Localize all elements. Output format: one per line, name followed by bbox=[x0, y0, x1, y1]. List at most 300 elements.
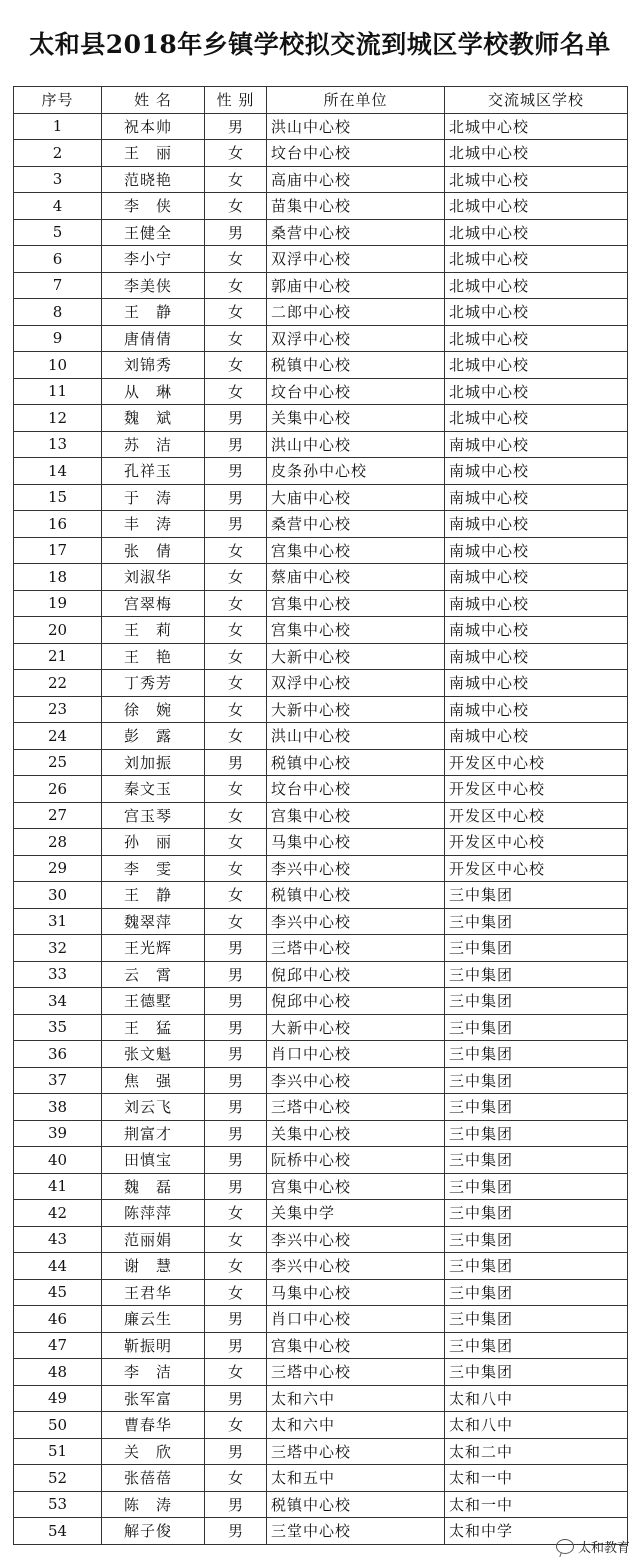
cell-target-school: 南城中心校 bbox=[445, 537, 628, 564]
cell-current-school: 李兴中心校 bbox=[267, 1253, 445, 1280]
cell-gender: 女 bbox=[205, 1279, 267, 1306]
table-row bbox=[14, 537, 628, 564]
cell-seq: 50 bbox=[14, 1412, 102, 1439]
cell-target-school: 南城中心校 bbox=[445, 696, 628, 723]
table-row bbox=[14, 564, 628, 591]
table-row bbox=[14, 829, 628, 856]
cell-gender: 男 bbox=[205, 749, 267, 776]
cell-seq: 46 bbox=[14, 1306, 102, 1333]
table-row bbox=[14, 749, 628, 776]
table-row bbox=[14, 1120, 628, 1147]
cell-gender: 男 bbox=[205, 1518, 267, 1545]
table-row bbox=[14, 1438, 628, 1465]
cell-current-school: 肖口中心校 bbox=[267, 1041, 445, 1068]
table-row bbox=[14, 1041, 628, 1068]
cell-gender: 女 bbox=[205, 378, 267, 405]
cell-name: 魏 斌 bbox=[102, 405, 205, 432]
cell-gender: 女 bbox=[205, 723, 267, 750]
cell-target-school: 南城中心校 bbox=[445, 670, 628, 697]
cell-current-school: 宫集中心校 bbox=[267, 1332, 445, 1359]
cell-current-school: 洪山中心校 bbox=[267, 113, 445, 140]
table-row bbox=[14, 299, 628, 326]
cell-target-school: 三中集团 bbox=[445, 1094, 628, 1121]
cell-name: 王 静 bbox=[102, 882, 205, 909]
cell-seq: 10 bbox=[14, 352, 102, 379]
cell-name: 李 洁 bbox=[102, 1359, 205, 1386]
table-row bbox=[14, 776, 628, 803]
table-row bbox=[14, 1385, 628, 1412]
cell-name: 苏 洁 bbox=[102, 431, 205, 458]
cell-seq: 23 bbox=[14, 696, 102, 723]
table-row bbox=[14, 1306, 628, 1333]
cell-seq: 6 bbox=[14, 246, 102, 273]
cell-name: 云 霄 bbox=[102, 961, 205, 988]
page-title: 太和县2018年乡镇学校拟交流到城区学校教师名单 bbox=[29, 30, 611, 59]
table-row bbox=[14, 378, 628, 405]
cell-seq: 53 bbox=[14, 1491, 102, 1518]
cell-target-school: 南城中心校 bbox=[445, 484, 628, 511]
cell-seq: 12 bbox=[14, 405, 102, 432]
cell-current-school: 倪邱中心校 bbox=[267, 961, 445, 988]
cell-gender: 男 bbox=[205, 1067, 267, 1094]
cell-name: 王君华 bbox=[102, 1279, 205, 1306]
cell-gender: 女 bbox=[205, 1465, 267, 1492]
cell-gender: 男 bbox=[205, 1491, 267, 1518]
table-row bbox=[14, 140, 628, 167]
table-row bbox=[14, 961, 628, 988]
cell-gender: 女 bbox=[205, 325, 267, 352]
table-row bbox=[14, 617, 628, 644]
cell-seq: 41 bbox=[14, 1173, 102, 1200]
cell-current-school: 阮桥中心校 bbox=[267, 1147, 445, 1174]
cell-name: 王 丽 bbox=[102, 140, 205, 167]
cell-gender: 女 bbox=[205, 643, 267, 670]
cell-gender: 女 bbox=[205, 776, 267, 803]
cell-name: 张文魁 bbox=[102, 1041, 205, 1068]
table-row bbox=[14, 935, 628, 962]
cell-seq: 43 bbox=[14, 1226, 102, 1253]
cell-current-school: 关集中学 bbox=[267, 1200, 445, 1227]
cell-seq: 24 bbox=[14, 723, 102, 750]
cell-gender: 女 bbox=[205, 670, 267, 697]
cell-seq: 38 bbox=[14, 1094, 102, 1121]
table-row bbox=[14, 723, 628, 750]
cell-current-school: 双浮中心校 bbox=[267, 670, 445, 697]
cell-seq: 16 bbox=[14, 511, 102, 538]
cell-seq: 20 bbox=[14, 617, 102, 644]
header-current-school: 所在单位 bbox=[267, 87, 445, 114]
table-row bbox=[14, 882, 628, 909]
cell-seq: 30 bbox=[14, 882, 102, 909]
table-row bbox=[14, 1173, 628, 1200]
cell-gender: 女 bbox=[205, 193, 267, 220]
cell-gender: 男 bbox=[205, 988, 267, 1015]
cell-target-school: 北城中心校 bbox=[445, 299, 628, 326]
cell-seq: 48 bbox=[14, 1359, 102, 1386]
cell-gender: 男 bbox=[205, 113, 267, 140]
cell-name: 于 涛 bbox=[102, 484, 205, 511]
cell-current-school: 肖口中心校 bbox=[267, 1306, 445, 1333]
table-row bbox=[14, 1518, 628, 1545]
cell-name: 王德墅 bbox=[102, 988, 205, 1015]
cell-gender: 男 bbox=[205, 219, 267, 246]
wechat-watermark bbox=[556, 1537, 630, 1556]
cell-target-school: 三中集团 bbox=[445, 1014, 628, 1041]
cell-target-school: 南城中心校 bbox=[445, 511, 628, 538]
cell-target-school: 北城中心校 bbox=[445, 193, 628, 220]
cell-name: 彭 露 bbox=[102, 723, 205, 750]
table-row bbox=[14, 802, 628, 829]
cell-current-school: 洪山中心校 bbox=[267, 723, 445, 750]
cell-seq: 40 bbox=[14, 1147, 102, 1174]
cell-name: 刘淑华 bbox=[102, 564, 205, 591]
cell-name: 刘锦秀 bbox=[102, 352, 205, 379]
cell-current-school: 税镇中心校 bbox=[267, 1491, 445, 1518]
table-row bbox=[14, 988, 628, 1015]
cell-gender: 男 bbox=[205, 1173, 267, 1200]
cell-target-school: 三中集团 bbox=[445, 1359, 628, 1386]
cell-name: 魏 磊 bbox=[102, 1173, 205, 1200]
cell-current-school: 宫集中心校 bbox=[267, 537, 445, 564]
table-row bbox=[14, 1200, 628, 1227]
cell-current-school: 太和六中 bbox=[267, 1385, 445, 1412]
cell-target-school: 南城中心校 bbox=[445, 723, 628, 750]
header-target-school: 交流城区学校 bbox=[445, 87, 628, 114]
cell-seq: 37 bbox=[14, 1067, 102, 1094]
cell-seq: 33 bbox=[14, 961, 102, 988]
cell-current-school: 李兴中心校 bbox=[267, 1067, 445, 1094]
cell-gender: 女 bbox=[205, 908, 267, 935]
cell-target-school: 三中集团 bbox=[445, 1226, 628, 1253]
cell-seq: 3 bbox=[14, 166, 102, 193]
cell-current-school: 三塔中心校 bbox=[267, 1094, 445, 1121]
cell-name: 曹春华 bbox=[102, 1412, 205, 1439]
cell-seq: 4 bbox=[14, 193, 102, 220]
table-row bbox=[14, 166, 628, 193]
cell-name: 张蓓蓓 bbox=[102, 1465, 205, 1492]
table-row bbox=[14, 1014, 628, 1041]
table-row bbox=[14, 219, 628, 246]
header-name: 姓 名 bbox=[102, 87, 205, 114]
cell-gender: 女 bbox=[205, 1359, 267, 1386]
cell-name: 荆富才 bbox=[102, 1120, 205, 1147]
cell-target-school: 三中集团 bbox=[445, 1120, 628, 1147]
cell-seq: 32 bbox=[14, 935, 102, 962]
cell-name: 范晓艳 bbox=[102, 166, 205, 193]
cell-name: 陈萍萍 bbox=[102, 1200, 205, 1227]
cell-gender: 男 bbox=[205, 1014, 267, 1041]
cell-current-school: 三塔中心校 bbox=[267, 1359, 445, 1386]
cell-gender: 女 bbox=[205, 1253, 267, 1280]
cell-target-school: 三中集团 bbox=[445, 1279, 628, 1306]
table-row bbox=[14, 1279, 628, 1306]
cell-target-school: 太和二中 bbox=[445, 1438, 628, 1465]
table-row bbox=[14, 908, 628, 935]
cell-current-school: 倪邱中心校 bbox=[267, 988, 445, 1015]
cell-current-school: 太和六中 bbox=[267, 1412, 445, 1439]
cell-gender: 女 bbox=[205, 299, 267, 326]
cell-name: 陈 涛 bbox=[102, 1491, 205, 1518]
cell-seq: 22 bbox=[14, 670, 102, 697]
cell-target-school: 三中集团 bbox=[445, 1253, 628, 1280]
cell-gender: 男 bbox=[205, 458, 267, 485]
cell-target-school: 南城中心校 bbox=[445, 590, 628, 617]
cell-name: 田慎宝 bbox=[102, 1147, 205, 1174]
cell-gender: 女 bbox=[205, 564, 267, 591]
cell-seq: 19 bbox=[14, 590, 102, 617]
cell-gender: 女 bbox=[205, 272, 267, 299]
cell-target-school: 三中集团 bbox=[445, 935, 628, 962]
cell-seq: 31 bbox=[14, 908, 102, 935]
cell-current-school: 坟台中心校 bbox=[267, 776, 445, 803]
cell-gender: 男 bbox=[205, 405, 267, 432]
cell-current-school: 洪山中心校 bbox=[267, 431, 445, 458]
cell-current-school: 马集中心校 bbox=[267, 1279, 445, 1306]
cell-target-school: 北城中心校 bbox=[445, 140, 628, 167]
cell-name: 祝本帅 bbox=[102, 113, 205, 140]
header-seq: 序号 bbox=[14, 87, 102, 114]
cell-current-school: 税镇中心校 bbox=[267, 882, 445, 909]
cell-name: 魏翠萍 bbox=[102, 908, 205, 935]
cell-seq: 21 bbox=[14, 643, 102, 670]
cell-gender: 男 bbox=[205, 961, 267, 988]
cell-seq: 9 bbox=[14, 325, 102, 352]
cell-current-school: 大新中心校 bbox=[267, 696, 445, 723]
cell-current-school: 三塔中心校 bbox=[267, 1438, 445, 1465]
cell-current-school: 蔡庙中心校 bbox=[267, 564, 445, 591]
cell-name: 王 艳 bbox=[102, 643, 205, 670]
cell-target-school: 北城中心校 bbox=[445, 272, 628, 299]
cell-current-school: 桑营中心校 bbox=[267, 219, 445, 246]
cell-name: 解子俊 bbox=[102, 1518, 205, 1545]
cell-current-school: 宫集中心校 bbox=[267, 802, 445, 829]
cell-current-school: 宫集中心校 bbox=[267, 617, 445, 644]
cell-target-school: 太和八中 bbox=[445, 1385, 628, 1412]
cell-current-school: 坟台中心校 bbox=[267, 140, 445, 167]
cell-gender: 女 bbox=[205, 352, 267, 379]
cell-name: 李 雯 bbox=[102, 855, 205, 882]
cell-target-school: 北城中心校 bbox=[445, 378, 628, 405]
header-gender: 性 别 bbox=[205, 87, 267, 114]
cell-name: 刘云飞 bbox=[102, 1094, 205, 1121]
cell-name: 王光辉 bbox=[102, 935, 205, 962]
cell-seq: 1 bbox=[14, 113, 102, 140]
cell-name: 唐倩倩 bbox=[102, 325, 205, 352]
cell-target-school: 三中集团 bbox=[445, 1200, 628, 1227]
table-row bbox=[14, 1359, 628, 1386]
cell-seq: 18 bbox=[14, 564, 102, 591]
cell-gender: 男 bbox=[205, 1147, 267, 1174]
cell-seq: 26 bbox=[14, 776, 102, 803]
cell-name: 张 倩 bbox=[102, 537, 205, 564]
table-row bbox=[14, 458, 628, 485]
cell-name: 孙 丽 bbox=[102, 829, 205, 856]
cell-seq: 11 bbox=[14, 378, 102, 405]
cell-gender: 女 bbox=[205, 696, 267, 723]
cell-target-school: 开发区中心校 bbox=[445, 802, 628, 829]
cell-seq: 54 bbox=[14, 1518, 102, 1545]
cell-seq: 47 bbox=[14, 1332, 102, 1359]
cell-target-school: 北城中心校 bbox=[445, 405, 628, 432]
cell-gender: 男 bbox=[205, 1438, 267, 1465]
cell-target-school: 南城中心校 bbox=[445, 617, 628, 644]
teacher-list-table bbox=[13, 86, 628, 1545]
cell-gender: 男 bbox=[205, 1094, 267, 1121]
table-row bbox=[14, 1491, 628, 1518]
table-row bbox=[14, 193, 628, 220]
cell-seq: 5 bbox=[14, 219, 102, 246]
cell-current-school: 高庙中心校 bbox=[267, 166, 445, 193]
cell-seq: 17 bbox=[14, 537, 102, 564]
cell-target-school: 北城中心校 bbox=[445, 113, 628, 140]
table-row bbox=[14, 643, 628, 670]
table-header-row bbox=[14, 87, 628, 114]
cell-target-school: 太和一中 bbox=[445, 1491, 628, 1518]
cell-seq: 35 bbox=[14, 1014, 102, 1041]
cell-gender: 女 bbox=[205, 590, 267, 617]
cell-name: 宫翠梅 bbox=[102, 590, 205, 617]
cell-seq: 29 bbox=[14, 855, 102, 882]
cell-gender: 女 bbox=[205, 166, 267, 193]
cell-target-school: 南城中心校 bbox=[445, 643, 628, 670]
table-row bbox=[14, 325, 628, 352]
cell-target-school: 三中集团 bbox=[445, 1306, 628, 1333]
cell-seq: 7 bbox=[14, 272, 102, 299]
cell-current-school: 关集中心校 bbox=[267, 405, 445, 432]
cell-target-school: 北城中心校 bbox=[445, 325, 628, 352]
cell-target-school: 三中集团 bbox=[445, 1173, 628, 1200]
cell-name: 李 侠 bbox=[102, 193, 205, 220]
table-row bbox=[14, 113, 628, 140]
table-row bbox=[14, 1465, 628, 1492]
table-row bbox=[14, 1147, 628, 1174]
cell-target-school: 北城中心校 bbox=[445, 352, 628, 379]
cell-seq: 45 bbox=[14, 1279, 102, 1306]
cell-current-school: 宫集中心校 bbox=[267, 590, 445, 617]
cell-gender: 男 bbox=[205, 484, 267, 511]
cell-target-school: 开发区中心校 bbox=[445, 749, 628, 776]
cell-target-school: 三中集团 bbox=[445, 988, 628, 1015]
cell-target-school: 太和一中 bbox=[445, 1465, 628, 1492]
cell-name: 李美侠 bbox=[102, 272, 205, 299]
table-row bbox=[14, 670, 628, 697]
cell-seq: 14 bbox=[14, 458, 102, 485]
table-row bbox=[14, 431, 628, 458]
cell-target-school: 开发区中心校 bbox=[445, 776, 628, 803]
cell-seq: 44 bbox=[14, 1253, 102, 1280]
cell-gender: 男 bbox=[205, 1332, 267, 1359]
cell-name: 从 琳 bbox=[102, 378, 205, 405]
cell-gender: 男 bbox=[205, 1041, 267, 1068]
cell-gender: 男 bbox=[205, 431, 267, 458]
table-body bbox=[14, 113, 628, 1544]
cell-gender: 男 bbox=[205, 1120, 267, 1147]
cell-target-school: 太和中学 bbox=[445, 1518, 628, 1545]
table-row bbox=[14, 1094, 628, 1121]
cell-name: 张军富 bbox=[102, 1385, 205, 1412]
cell-seq: 34 bbox=[14, 988, 102, 1015]
cell-target-school: 三中集团 bbox=[445, 908, 628, 935]
cell-gender: 女 bbox=[205, 537, 267, 564]
cell-gender: 男 bbox=[205, 511, 267, 538]
table-row bbox=[14, 511, 628, 538]
cell-target-school: 南城中心校 bbox=[445, 431, 628, 458]
table-row bbox=[14, 352, 628, 379]
cell-current-school: 双浮中心校 bbox=[267, 325, 445, 352]
cell-seq: 25 bbox=[14, 749, 102, 776]
cell-current-school: 三塔中心校 bbox=[267, 935, 445, 962]
cell-gender: 男 bbox=[205, 935, 267, 962]
cell-name: 范丽娟 bbox=[102, 1226, 205, 1253]
cell-current-school: 大新中心校 bbox=[267, 1014, 445, 1041]
cell-seq: 51 bbox=[14, 1438, 102, 1465]
cell-gender: 男 bbox=[205, 1306, 267, 1333]
cell-target-school: 开发区中心校 bbox=[445, 829, 628, 856]
cell-target-school: 三中集团 bbox=[445, 1041, 628, 1068]
cell-target-school: 南城中心校 bbox=[445, 564, 628, 591]
cell-name: 焦 强 bbox=[102, 1067, 205, 1094]
table-row bbox=[14, 1332, 628, 1359]
cell-seq: 49 bbox=[14, 1385, 102, 1412]
cell-current-school: 大新中心校 bbox=[267, 643, 445, 670]
cell-current-school: 二郎中心校 bbox=[267, 299, 445, 326]
cell-gender: 女 bbox=[205, 140, 267, 167]
wechat-icon bbox=[556, 1539, 574, 1554]
cell-seq: 13 bbox=[14, 431, 102, 458]
cell-gender: 女 bbox=[205, 855, 267, 882]
cell-current-school: 皮条孙中心校 bbox=[267, 458, 445, 485]
cell-name: 宫玉琴 bbox=[102, 802, 205, 829]
cell-gender: 男 bbox=[205, 1385, 267, 1412]
cell-seq: 28 bbox=[14, 829, 102, 856]
cell-seq: 36 bbox=[14, 1041, 102, 1068]
table-row bbox=[14, 405, 628, 432]
cell-target-school: 北城中心校 bbox=[445, 246, 628, 273]
table-row bbox=[14, 484, 628, 511]
cell-gender: 女 bbox=[205, 617, 267, 644]
cell-current-school: 李兴中心校 bbox=[267, 1226, 445, 1253]
cell-name: 谢 慧 bbox=[102, 1253, 205, 1280]
cell-seq: 15 bbox=[14, 484, 102, 511]
cell-name: 王 静 bbox=[102, 299, 205, 326]
cell-name: 李小宁 bbox=[102, 246, 205, 273]
cell-gender: 女 bbox=[205, 1226, 267, 1253]
cell-seq: 39 bbox=[14, 1120, 102, 1147]
cell-name: 徐 婉 bbox=[102, 696, 205, 723]
cell-name: 王 猛 bbox=[102, 1014, 205, 1041]
cell-current-school: 三堂中心校 bbox=[267, 1518, 445, 1545]
cell-target-school: 开发区中心校 bbox=[445, 855, 628, 882]
cell-target-school: 三中集团 bbox=[445, 882, 628, 909]
cell-current-school: 税镇中心校 bbox=[267, 749, 445, 776]
cell-current-school: 坟台中心校 bbox=[267, 378, 445, 405]
cell-gender: 女 bbox=[205, 882, 267, 909]
cell-target-school: 三中集团 bbox=[445, 1067, 628, 1094]
cell-current-school: 马集中心校 bbox=[267, 829, 445, 856]
cell-target-school: 北城中心校 bbox=[445, 219, 628, 246]
cell-name: 王健全 bbox=[102, 219, 205, 246]
cell-gender: 女 bbox=[205, 829, 267, 856]
table-row bbox=[14, 1253, 628, 1280]
table-row bbox=[14, 855, 628, 882]
cell-name: 刘加振 bbox=[102, 749, 205, 776]
cell-current-school: 桑营中心校 bbox=[267, 511, 445, 538]
cell-current-school: 宫集中心校 bbox=[267, 1173, 445, 1200]
table-row bbox=[14, 696, 628, 723]
cell-name: 靳振明 bbox=[102, 1332, 205, 1359]
cell-name: 孔祥玉 bbox=[102, 458, 205, 485]
table-row bbox=[14, 1226, 628, 1253]
